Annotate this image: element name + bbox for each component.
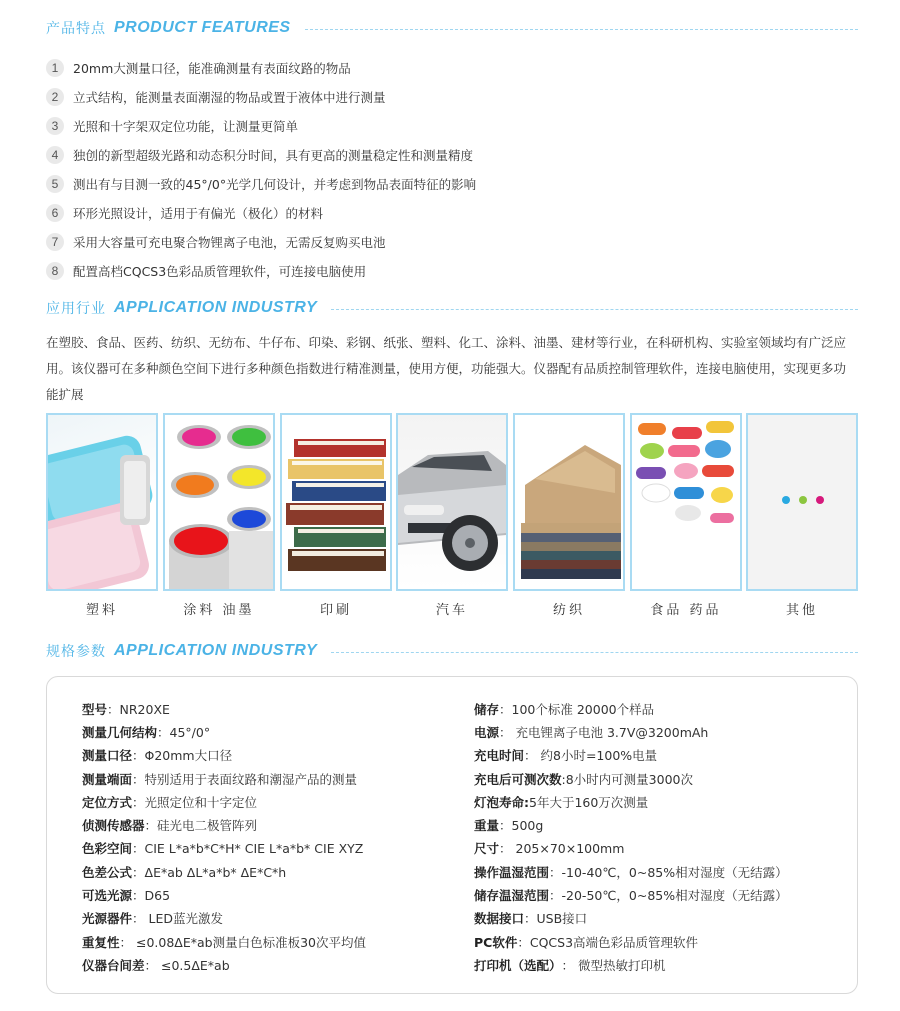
application-section-header — [46, 296, 858, 320]
spec-key: 充电时间 — [474, 748, 525, 764]
section-divider — [331, 652, 858, 653]
feature-text: 光照和十字架双定位功能，让测量更简单 — [73, 118, 299, 134]
feature-item — [46, 198, 746, 227]
feature-item — [46, 169, 746, 198]
application-description: 在塑胶、食品、医药、纺织、无纺布、牛仔布、印染、彩钢、纸张、塑料、化工、涂料、油墨、建材等行业，在科研机构、实验室领域均有广泛应用。该仪器可在多种颜色空间下进行多种颜色指数进行精准测量，使用方便，功能强大。仪器配有品质控制管理软件，连接电脑使用，实现更多功能扩展 — [46, 335, 847, 402]
spec-value: ： LED蓝光激发 — [132, 911, 223, 927]
features-section-title-zh: 产品特点 — [46, 21, 106, 37]
industry-label: 塑料 — [85, 603, 118, 618]
industry-label: 汽车 — [435, 603, 468, 618]
spec-value: ：光照定位和十字定位 — [132, 794, 258, 810]
industry-card-food-medicine[interactable] — [630, 413, 742, 618]
application-section-title-zh: 应用行业 — [46, 301, 106, 317]
spec-value: ：硅光电二极管阵列 — [144, 818, 258, 834]
spec-row — [474, 883, 788, 906]
feature-number-badge: 1 — [46, 59, 64, 77]
feature-item — [46, 256, 746, 285]
feature-number-badge: 7 — [46, 233, 64, 251]
spec-row — [82, 930, 366, 953]
spec-row — [82, 860, 366, 883]
feature-text: 立式结构，能测量表面潮湿的物品或置于液体中进行测量 — [73, 89, 386, 105]
industry-card-paint-ink[interactable] — [163, 413, 275, 618]
spec-key: 测量端面 — [82, 771, 133, 787]
spec-value: ：100个标准 20000个样品 — [499, 701, 655, 717]
spec-row — [82, 907, 366, 930]
books-image — [280, 413, 392, 591]
spec-key: 重复性 — [82, 934, 120, 950]
pills-image — [630, 413, 742, 591]
spec-row — [474, 813, 788, 836]
spec-key: 重量 — [474, 818, 500, 834]
feature-number-badge: 5 — [46, 175, 64, 193]
industry-card-textile[interactable] — [513, 413, 625, 618]
spec-value: ： 205×70×100mm — [499, 841, 625, 857]
spec-row — [82, 883, 366, 906]
spec-key: 测量口径 — [82, 748, 133, 764]
fabric-stack-image — [513, 413, 625, 591]
spec-key: 侦测传感器 — [82, 818, 145, 834]
feature-text: 独创的新型超级光路和动态积分时间，具有更高的测量稳定性和测量精度 — [73, 147, 474, 163]
specs-left-column — [82, 697, 366, 977]
spec-key: 色彩空间 — [82, 841, 133, 857]
spec-key: 充电后可测次数 — [474, 771, 562, 787]
spec-key: 定位方式 — [82, 794, 133, 810]
spec-key: 可选光源 — [82, 888, 133, 904]
paint-cans-image — [163, 413, 275, 591]
spec-value: ：USB接口 — [524, 911, 588, 927]
industry-card-automotive[interactable] — [396, 413, 508, 618]
feature-number-badge: 3 — [46, 117, 64, 135]
feature-text: 配置高档CQCS3色彩品质管理软件，可连接电脑使用 — [73, 263, 367, 279]
spec-key: 储存温湿范围 — [474, 888, 550, 904]
feature-number-badge: 6 — [46, 204, 64, 222]
section-divider — [331, 309, 858, 310]
spec-row — [474, 930, 788, 953]
spec-key: 型号 — [82, 701, 108, 717]
spec-value: ：500g — [499, 818, 544, 834]
spec-row — [474, 907, 788, 930]
spec-row — [82, 953, 366, 976]
spec-row — [474, 697, 788, 720]
specs-section-title-zh: 规格参数 — [46, 644, 106, 660]
spec-row — [474, 860, 788, 883]
dots-image — [746, 413, 858, 591]
spec-row — [474, 953, 788, 976]
spec-row — [82, 767, 366, 790]
industry-card-other[interactable] — [746, 413, 858, 618]
feature-item — [46, 111, 746, 140]
industry-gallery — [46, 413, 858, 623]
spec-key: PC软件 — [474, 934, 518, 950]
feature-text: 测出有与目测一致的45°/0°光学几何设计，并考虑到物品表面特征的影响 — [73, 176, 477, 192]
spec-value: ：-10-40℃，0~85%相对湿度（无结露） — [549, 864, 788, 880]
spec-value: ： ≤0.08ΔE*ab测量白色标准板30次平均值 — [119, 934, 366, 950]
spec-key: 光源器件 — [82, 911, 133, 927]
spec-key: 打印机（选配） — [474, 957, 562, 973]
spec-value: ：ΔE*ab ΔL*a*b* ΔE*C*h — [132, 864, 287, 880]
industry-label: 其他 — [785, 603, 818, 618]
spec-row — [474, 720, 788, 743]
spec-value: ：Φ20mm大口径 — [132, 748, 233, 764]
industry-card-plastic[interactable] — [46, 413, 158, 618]
section-divider — [305, 29, 858, 30]
industry-card-printing[interactable] — [280, 413, 392, 618]
spec-key: 测量几何结构 — [82, 724, 158, 740]
spec-value: ：CIE L*a*b*C*H* CIE L*a*b* CIE XYZ — [132, 841, 364, 857]
specs-panel — [46, 676, 858, 994]
industry-label: 食品 药品 — [650, 603, 722, 618]
spec-value: ： ≤0.5ΔE*ab — [144, 957, 230, 973]
spec-key: 电源 — [474, 724, 500, 740]
spec-key: 尺寸 — [474, 841, 500, 857]
feature-item — [46, 53, 746, 82]
features-section-title-en: PRODUCT FEATURES — [114, 19, 291, 36]
spec-key: 数据接口 — [474, 911, 525, 927]
spec-value: :8小时内可测量3000次 — [561, 771, 693, 787]
spec-key: 操作温湿范围 — [474, 864, 550, 880]
spec-value: ：45°/0° — [157, 724, 211, 740]
spec-key: 色差公式 — [82, 864, 133, 880]
industry-label: 印刷 — [319, 603, 352, 618]
spec-row — [474, 837, 788, 860]
feature-number-badge: 4 — [46, 146, 64, 164]
spec-row — [82, 790, 366, 813]
spec-row — [474, 790, 788, 813]
car-image — [396, 413, 508, 591]
spec-row — [82, 813, 366, 836]
spec-row — [82, 744, 366, 767]
specs-section-header — [46, 639, 858, 663]
spec-value: ： 充电锂离子电池 3.7V@3200mAh — [499, 724, 709, 740]
spec-row — [474, 744, 788, 767]
industry-label: 涂料 油墨 — [183, 603, 255, 618]
feature-item — [46, 140, 746, 169]
spec-value: 5年大于160万次测量 — [529, 794, 649, 810]
phone-case-image — [46, 413, 158, 591]
specs-section-title-en: APPLICATION INDUSTRY — [114, 642, 318, 659]
feature-list — [46, 53, 746, 285]
feature-item — [46, 227, 746, 256]
spec-key: 仪器台间差 — [82, 957, 145, 973]
feature-text: 采用大容量可充电聚合物锂离子电池，无需反复购买电池 — [73, 234, 386, 250]
feature-number-badge: 8 — [46, 262, 64, 280]
feature-text: 20mm大测量口径，能准确测量有表面纹路的物品 — [73, 60, 351, 76]
dot-magenta-icon — [816, 496, 824, 504]
spec-key: 灯泡寿命: — [474, 794, 529, 810]
spec-row — [82, 697, 366, 720]
dot-green-icon — [799, 496, 807, 504]
feature-text: 环形光照设计，适用于有偏光（极化）的材料 — [73, 205, 324, 221]
spec-row — [82, 837, 366, 860]
spec-row — [82, 720, 366, 743]
spec-value: ：-20-50℃，0~85%相对湿度（无结露） — [549, 888, 788, 904]
specs-right-column — [474, 697, 788, 977]
spec-value: ： 约8小时=100%电量 — [524, 748, 658, 764]
feature-number-badge: 2 — [46, 88, 64, 106]
feature-item — [46, 82, 746, 111]
spec-value: ：D65 — [132, 888, 171, 904]
spec-value: ：NR20XE — [107, 701, 170, 717]
spec-value: ：CQCS3高端色彩品质管理软件 — [517, 934, 699, 950]
spec-value: ：特别适用于表面纹路和潮湿产品的测量 — [132, 771, 358, 787]
spec-key: 储存 — [474, 701, 500, 717]
spec-value: ： 微型热敏打印机 — [561, 957, 666, 973]
application-section-title-en: APPLICATION INDUSTRY — [114, 299, 318, 316]
dot-blue-icon — [782, 496, 790, 504]
features-section-header — [46, 16, 858, 40]
industry-label: 纺织 — [552, 603, 585, 618]
spec-row — [474, 767, 788, 790]
